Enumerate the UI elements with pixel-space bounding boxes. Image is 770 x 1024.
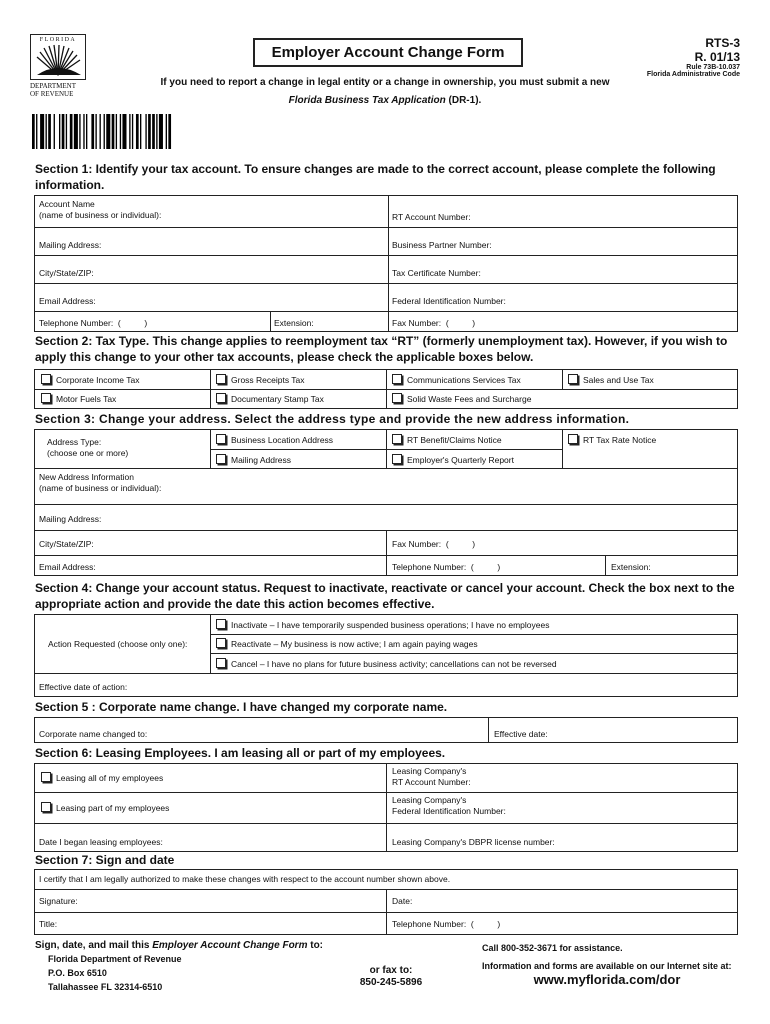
mail-instruction: Sign, date, and mail this Employer Account Change Form to: [35,940,324,951]
business-partner-field[interactable]: Business Partner Number: [392,240,492,250]
status-inactivate[interactable]: Inactivate – I have temporarily suspended business operations; I have no employees [216,619,549,631]
checkbox-icon[interactable] [216,638,226,648]
new-city-field[interactable]: City/State/ZIP: [39,539,94,549]
sun-icon [31,35,85,79]
fax-block [330,965,452,989]
section5-table [34,717,738,743]
checkbox-icon[interactable] [392,374,402,384]
tax-documentary-stamp[interactable]: Documentary Stamp Tax [216,393,324,405]
form-code: Florida Administrative Code [646,71,740,78]
corporate-name-field[interactable]: Corporate name changed to: [39,729,148,739]
new-telephone-field[interactable]: Telephone Number: ( ) [392,562,501,572]
city-state-zip-field[interactable]: City/State/ZIP: [39,268,94,278]
intro-line2 [160,92,610,110]
checkbox-icon[interactable] [392,393,402,403]
checkbox-icon[interactable] [216,454,226,464]
account-name-sublabel: (name of business or individual): [39,210,162,220]
section4-table [34,614,738,697]
addr-mailing[interactable]: Mailing Address [216,454,291,466]
fein-field[interactable]: Federal Identification Number: [392,296,506,306]
mail-address-line3: Tallahassee FL 32314-6510 [48,982,163,992]
section7-heading: Section 7: Sign and date [35,853,175,867]
form-rule: Rule 73B-10.037 [686,64,740,71]
status-reactivate[interactable]: Reactivate – My business is now active; I am again paying wages [216,638,478,650]
tax-communications[interactable]: Communications Services Tax [392,374,521,386]
section6-table [34,763,738,852]
corporate-effective-date-field[interactable]: Effective date: [494,729,548,739]
addr-quarterly-report[interactable]: Employer's Quarterly Report [392,454,514,466]
certify-statement: I certify that I am legally authorized to make these changes with respect to the account number shown above. [39,874,451,884]
checkbox-icon[interactable] [216,434,226,444]
section3-table [34,429,738,576]
checkbox-icon[interactable] [216,393,226,403]
fax-field[interactable]: Fax Number: ( ) [392,318,476,328]
leasing-fein-field[interactable]: Leasing Company's Federal Identification Number: [392,795,506,816]
new-fax-field[interactable]: Fax Number: ( ) [392,539,476,549]
email-field[interactable]: Email Address: [39,296,96,306]
extension-field[interactable]: Extension: [274,318,314,328]
tax-corporate-income[interactable]: Corporate Income Tax [41,374,139,386]
status-cancel[interactable]: Cancel – I have no plans for future business activity; cancellations can not be reversed [216,658,557,670]
new-address-field[interactable]: New Address Information (name of business or individual): [39,472,162,493]
logo-emblem [30,34,86,80]
section6-heading: Section 6: Leasing Employees. I am leasing all or part of my employees. [35,746,446,760]
checkbox-icon[interactable] [568,374,578,384]
tax-motor-fuels[interactable]: Motor Fuels Tax [41,393,116,405]
assistance-line: Call 800-352-3671 for assistance. [482,943,623,953]
intro-line1: If you need to report a change in legal entity or a change in ownership, you must submit a new [160,77,610,88]
section7-table [34,869,738,935]
lease-all-option[interactable]: Leasing all of my employees [41,772,163,784]
addr-business-location[interactable]: Business Location Address [216,434,333,446]
section1-heading: Section 1: Identify your tax account. To ensure changes are made to the correct account, please complete the following information. [35,162,716,192]
addr-rt-benefit[interactable]: RT Benefit/Claims Notice [392,434,502,446]
form-revision: R. 01/13 [694,50,740,64]
fax-number: 850-245-5896 [359,977,423,988]
section2-heading: Section 2: Tax Type. This change applies to reemployment tax “RT” (formerly unemployment tax). However, if you wish to apply this change to your other tax accounts, please check the applicable boxes below. [35,334,728,364]
sign-telephone-field[interactable]: Telephone Number: ( ) [392,919,501,929]
mail-address [48,953,182,993]
leasing-dbpr-field[interactable]: Leasing Company's DBPR license number: [392,837,555,847]
section2-table [34,369,738,409]
logo-dept-line1: DEPARTMENT [30,82,76,90]
checkbox-icon[interactable] [216,658,226,668]
section5-heading: Section 5 : Corporate name change. I have changed my corporate name. [35,700,448,714]
barcode-icon [32,114,216,149]
leasing-date-began-field[interactable]: Date I began leasing employees: [39,837,163,847]
signature-field[interactable]: Signature: [39,896,78,906]
section3-heading: Section 3: Change your address. Select the address type and provide the new address information. [35,412,630,426]
dor-logo [30,34,86,104]
checkbox-icon[interactable] [41,802,51,812]
rt-account-field[interactable]: RT Account Number: [392,212,471,222]
new-extension-field[interactable]: Extension: [611,562,651,572]
address-type-label: Address Type: (choose one or more) [47,437,129,458]
form-identifier [620,36,740,78]
account-name-label: Account Name [39,199,95,209]
tax-sales-use[interactable]: Sales and Use Tax [568,374,654,386]
tax-solid-waste[interactable]: Solid Waste Fees and Surcharge [392,393,531,405]
checkbox-icon[interactable] [41,393,51,403]
new-mailing-field[interactable]: Mailing Address: [39,514,102,524]
title-field[interactable]: Title: [39,919,58,929]
checkbox-icon[interactable] [41,772,51,782]
section4-heading: Section 4: Change your account status. Request to inactivate, reactivate or cancel your account. Check the box next to the appropriate action and provide the date this action becomes effective. [35,581,735,611]
mailing-address-field[interactable]: Mailing Address: [39,240,102,250]
checkbox-icon[interactable] [392,454,402,464]
logo-state-text: FLORIDA [39,37,77,43]
tax-certificate-field[interactable]: Tax Certificate Number: [392,268,481,278]
action-requested-label: Action Requested (choose only one): [48,639,188,649]
info-line: Information and forms are available on our Internet site at: [482,961,732,971]
sign-date-field[interactable]: Date: [392,896,413,906]
checkbox-icon[interactable] [392,434,402,444]
mail-address-line1: Florida Department of Revenue [48,954,182,964]
mail-address-line2: P.O. Box 6510 [48,968,107,978]
website-link[interactable]: www.myflorida.com/dor [533,972,681,987]
checkbox-icon[interactable] [41,374,51,384]
addr-rt-tax-rate[interactable]: RT Tax Rate Notice [568,434,656,446]
logo-dept-line2: OF REVENUE [30,90,74,98]
lease-part-option[interactable]: Leasing part of my employees [41,802,169,814]
account-name-field[interactable] [39,199,161,221]
form-title: Employer Account Change Form [253,38,523,67]
checkbox-icon[interactable] [568,434,578,444]
fax-label: or fax to: [369,965,413,976]
checkbox-icon[interactable] [216,374,226,384]
telephone-field[interactable]: Telephone Number: ( ) [39,318,148,328]
effective-date-action-field[interactable]: Effective date of action: [39,682,128,692]
tax-gross-receipts[interactable]: Gross Receipts Tax [216,374,305,386]
new-email-field[interactable]: Email Address: [39,562,96,572]
intro-dr1-title: Florida Business Tax Application [288,95,446,106]
section1-table [34,195,738,332]
form-number: RTS-3 [705,36,740,50]
checkbox-icon[interactable] [216,619,226,629]
intro-text [160,74,610,110]
leasing-rt-account-field[interactable]: Leasing Company's RT Account Number: [392,766,471,787]
intro-dr1-tail: (DR-1). [445,95,482,106]
